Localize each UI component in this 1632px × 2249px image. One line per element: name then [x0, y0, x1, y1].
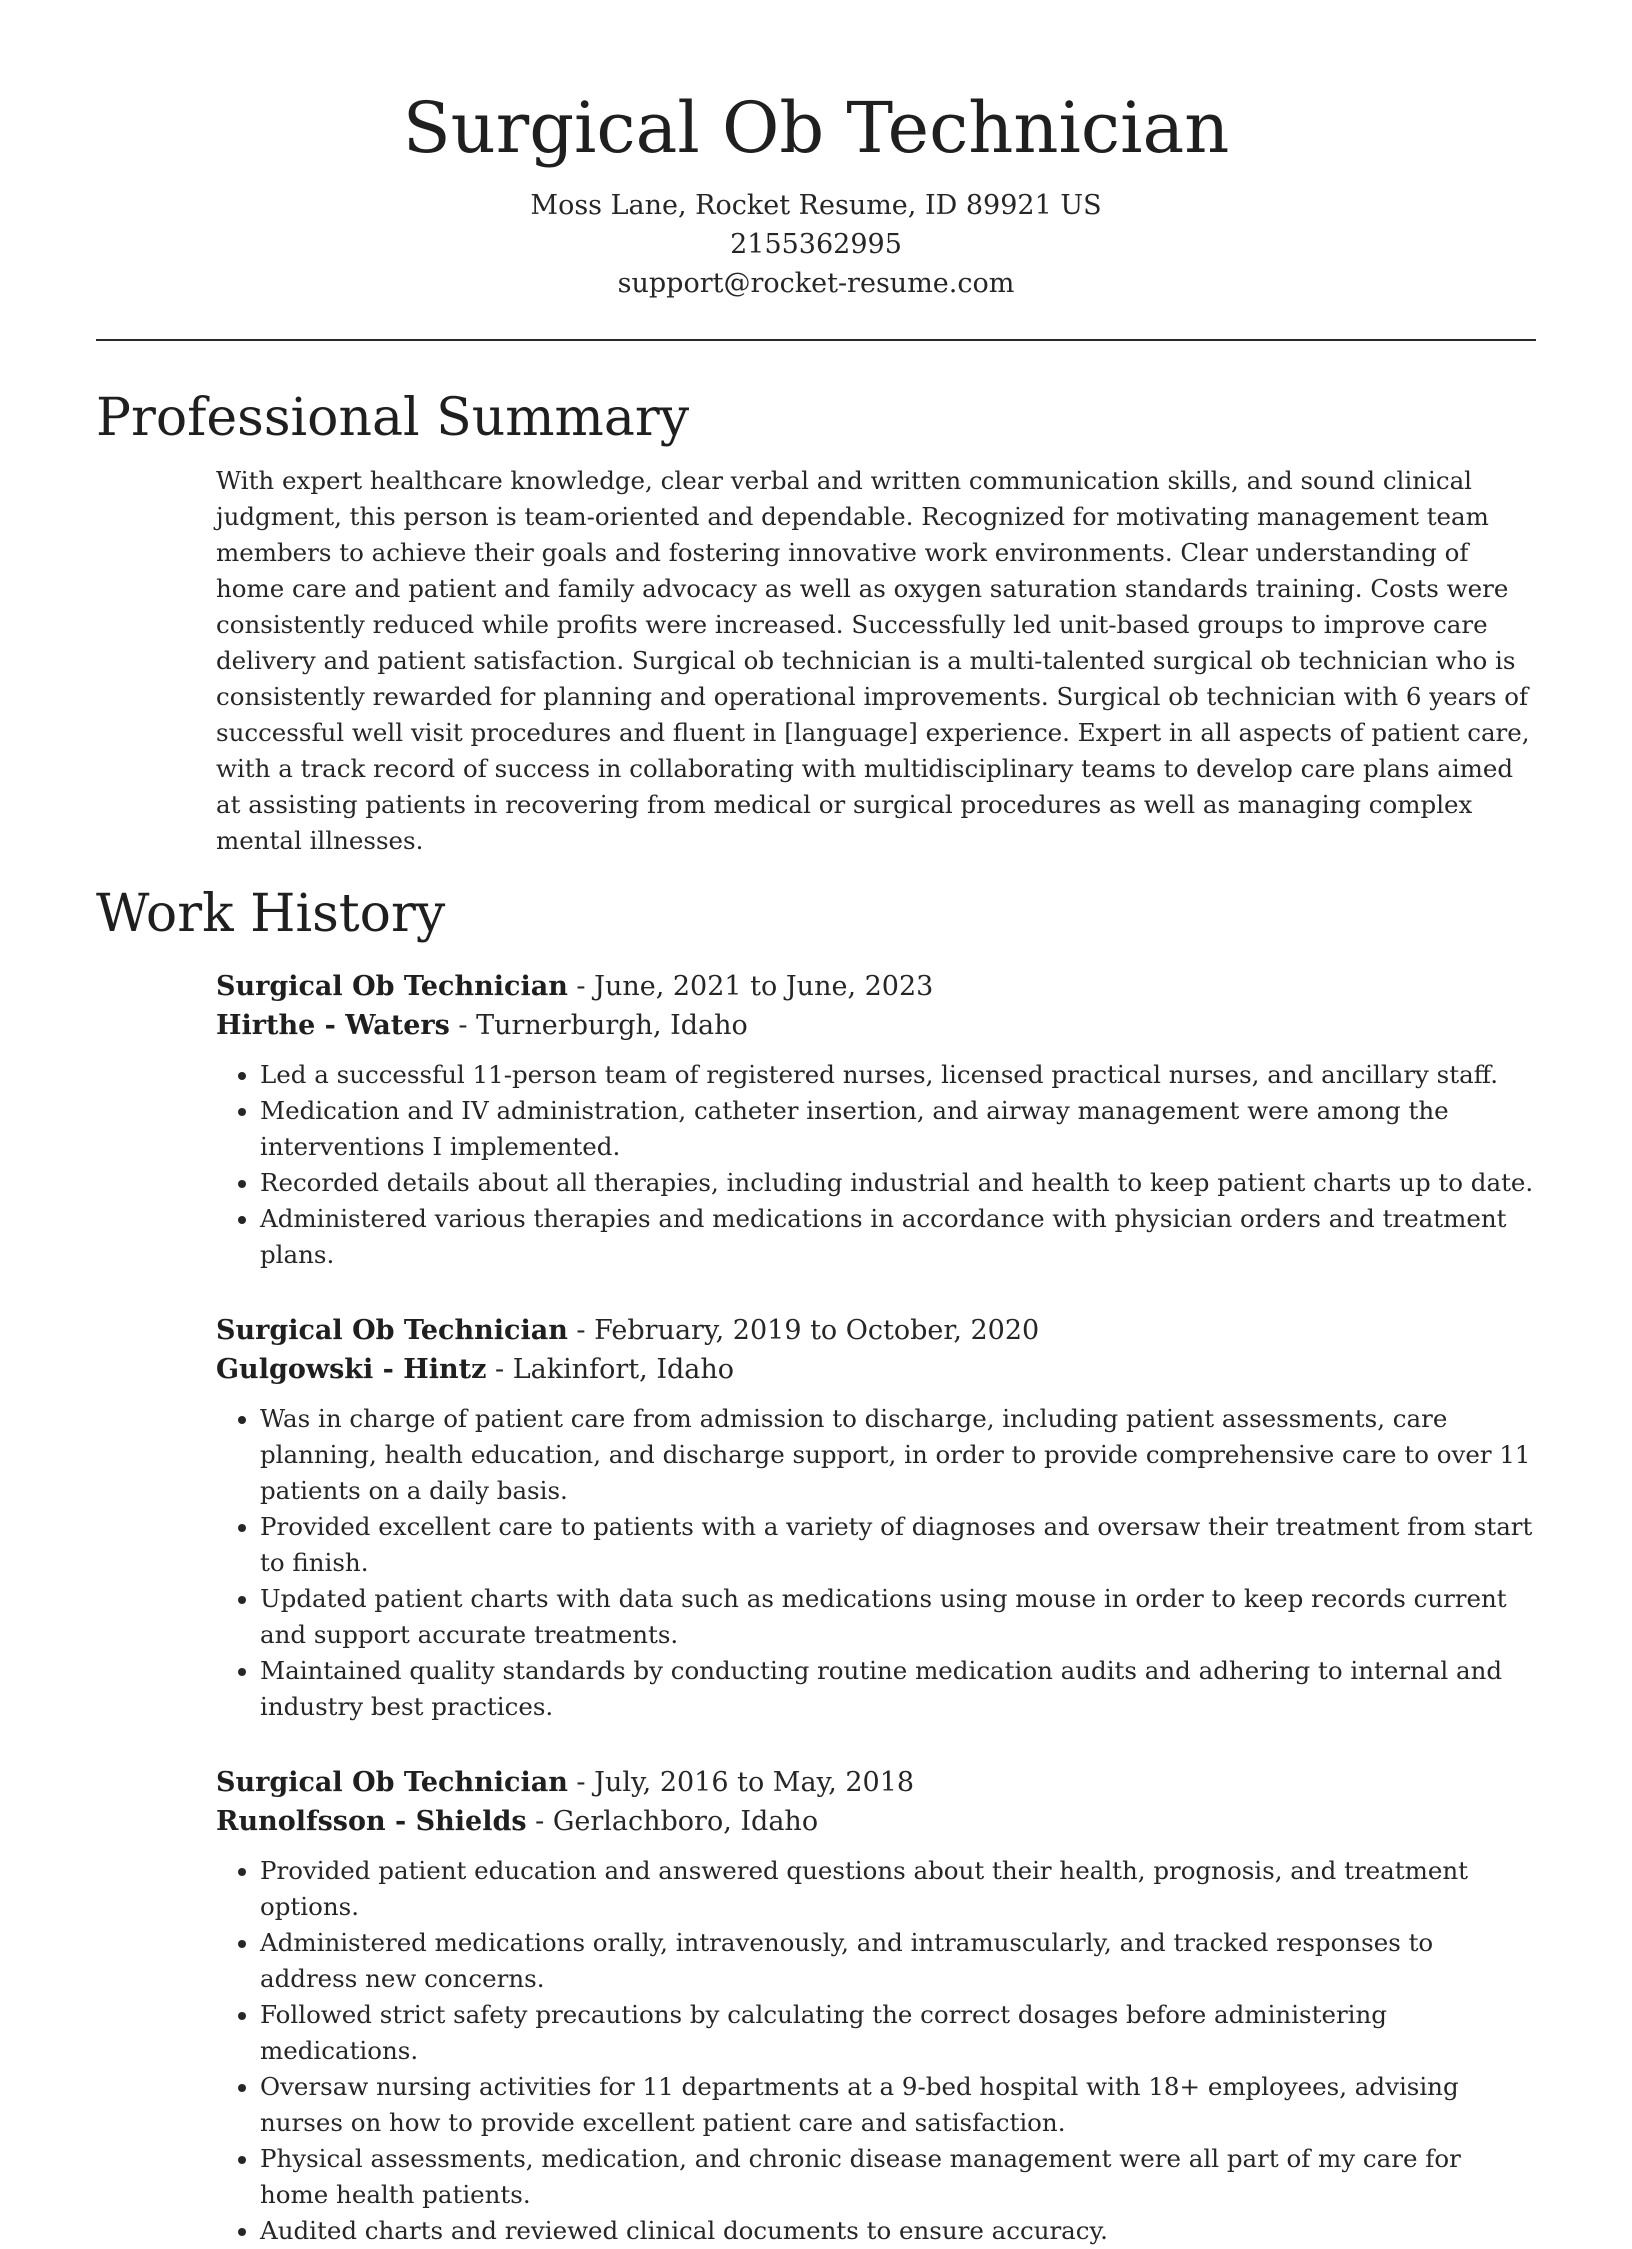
job-entry: [216, 1763, 1536, 2249]
list-item: • Followed strict safety precautions by calculating the correct dosages before administering medications.: [260, 1997, 1536, 2069]
list-item: • Audited charts and reviewed clinical documents to ensure accuracy.: [260, 2213, 1536, 2249]
list-item: • Provided excellent care to patients with a variety of diagnoses and oversaw their treatment from start to finish.: [260, 1509, 1536, 1581]
summary-text: With expert healthcare knowledge, clear verbal and written communication skills, and sound clinical judgment, this person is team-oriented and dependable. Recognized for motivating management team members to achieve their goals and fostering innovative work environments. Clear understanding of home care and patient and family advocacy as well as oxygen saturation standards training. Costs were consistently reduced while profits were increased. Successfully led unit-based groups to improve care delivery and patient satisfaction. Surgical ob technician is a multi-talented surgical ob technician who is consistently rewarded for planning and operational improvements. Surgical ob technician with 6 years of successful well visit procedures and fluent in [language] experience. Expert in all aspects of patient care, with a track record of success in collaborating with multidisciplinary teams to develop care plans aimed at assisting patients in recovering from medical or surgical procedures as well as managing complex mental illnesses.: [216, 466, 1530, 855]
contact-email: support@rocket-resume.com: [617, 268, 1015, 299]
resume-header: [96, 0, 1536, 303]
contact-address: Moss Lane, Rocket Resume, ID 89921 US: [530, 190, 1102, 221]
summary-section: [216, 463, 1536, 859]
job-title: Surgical Ob Technician: [216, 1767, 568, 1798]
list-item: • Oversaw nursing activities for 11 departments at a 9-bed hospital with 18+ employees, advising nurses on how to provide excellent patient care and satisfaction.: [260, 2069, 1536, 2141]
list-item: • Administered various therapies and medications in accordance with physician orders and treatment plans.: [260, 1201, 1536, 1273]
job-title-line: [216, 1311, 1536, 1350]
list-item: • Provided patient education and answered questions about their health, prognosis, and treatment options.: [260, 1853, 1536, 1925]
candidate-name: Surgical Ob Technician: [402, 87, 1230, 169]
work-history-heading: Work History: [96, 884, 446, 944]
contact-phone: 2155362995: [730, 229, 902, 260]
list-item: • Was in charge of patient care from admission to discharge, including patient assessments, care planning, health education, and discharge support, in order to provide comprehensive care to over 11 patients on a daily basis.: [260, 1401, 1536, 1509]
contact-block: [96, 186, 1536, 303]
job-dates: - July, 2016 to May, 2018: [567, 1767, 915, 1798]
job-location: - Lakinfort, Idaho: [486, 1354, 735, 1385]
job-company: Runolfsson - Shields: [216, 1806, 527, 1837]
list-item: • Physical assessments, medication, and chronic disease management were all part of my care for home health patients.: [260, 2141, 1536, 2213]
job-bullets: [216, 1401, 1536, 1725]
header-divider: [96, 339, 1536, 341]
job-company: Hirthe - Waters: [216, 1010, 450, 1041]
job-dates: - June, 2021 to June, 2023: [567, 971, 934, 1002]
job-location: - Gerlachboro, Idaho: [526, 1806, 819, 1837]
job-title: Surgical Ob Technician: [216, 1315, 568, 1346]
job-company-line: [216, 1350, 1536, 1389]
list-item: • Medication and IV administration, catheter insertion, and airway management were among the interventions I implemented.: [260, 1093, 1536, 1165]
job-title-line: [216, 1763, 1536, 1802]
job-location: - Turnerburgh, Idaho: [449, 1010, 748, 1041]
job-title: Surgical Ob Technician: [216, 971, 568, 1002]
list-item: • Updated patient charts with data such as medications using mouse in order to keep records current and support accurate treatments.: [260, 1581, 1536, 1653]
list-item: • Led a successful 11-person team of registered nurses, licensed practical nurses, and ancillary staff.: [260, 1057, 1536, 1093]
list-item: • Maintained quality standards by conducting routine medication audits and adhering to internal and industry best practices.: [260, 1653, 1536, 1725]
list-item: • Recorded details about all therapies, including industrial and health to keep patient charts up to date.: [260, 1165, 1536, 1201]
job-company: Gulgowski - Hintz: [216, 1354, 487, 1385]
job-bullets: [216, 1057, 1536, 1273]
job-entry: [216, 967, 1536, 1273]
job-company-line: [216, 1006, 1536, 1045]
list-item: • Administered medications orally, intravenously, and intramuscularly, and tracked responses to address new concerns.: [260, 1925, 1536, 1997]
job-bullets: [216, 1853, 1536, 2249]
summary-heading: Professional Summary: [96, 388, 690, 448]
job-dates: - February, 2019 to October, 2020: [567, 1315, 1040, 1346]
job-entry: [216, 1311, 1536, 1725]
work-history-section: [216, 967, 1536, 2249]
resume-page: [96, 0, 1536, 2249]
job-title-line: [216, 967, 1536, 1006]
job-company-line: [216, 1802, 1536, 1841]
